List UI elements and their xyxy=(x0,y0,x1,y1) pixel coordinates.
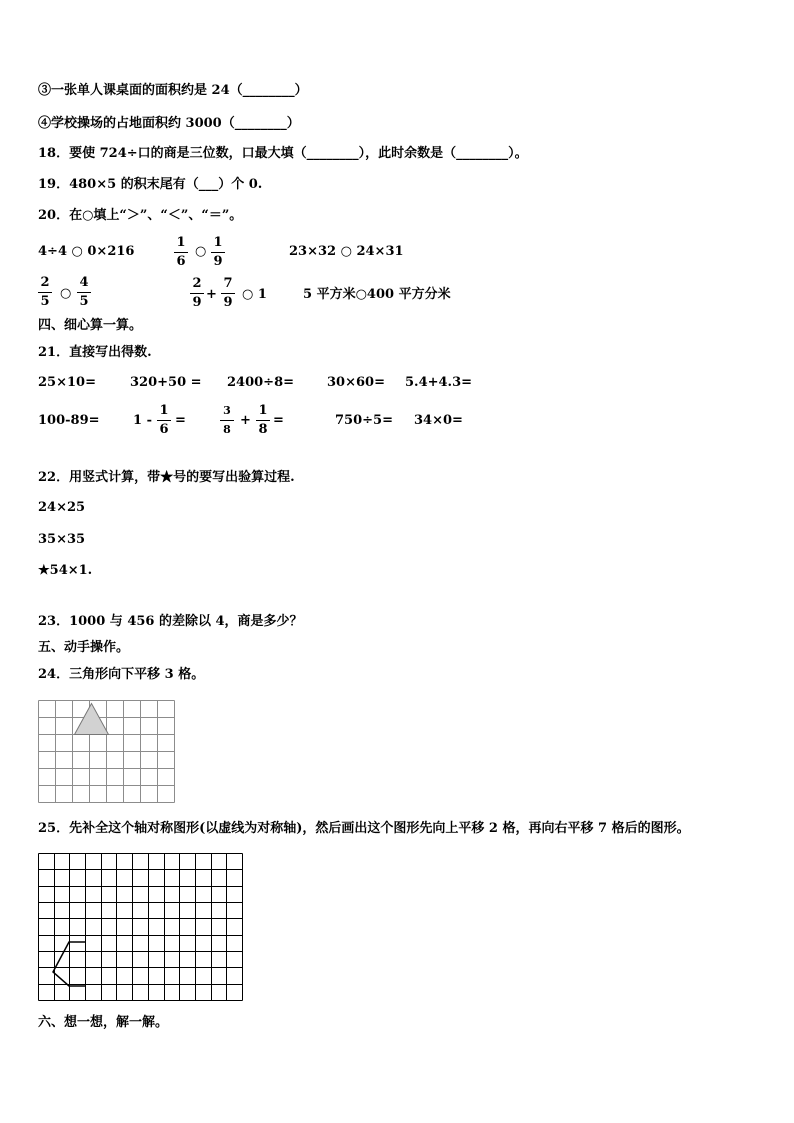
q21-calc-9: 750÷5= xyxy=(335,413,393,428)
q25-text: 25．先补全这个轴对称图形(以虚线为对称轴)，然后画出这个图形先向上平移 2 格，再向右平移 7 格后的图形。 xyxy=(38,821,690,836)
q21-calc-4: 30×60= xyxy=(327,375,385,390)
q21-calc-3: 2400÷8= xyxy=(227,375,295,390)
fraction-bar xyxy=(211,252,225,253)
fraction-bar xyxy=(256,420,270,421)
compare-circle: ○ xyxy=(195,244,207,259)
q24-text: 24．三角形向下平移 3 格。 xyxy=(38,667,205,682)
fraction-numerator: 4 xyxy=(79,275,89,290)
q18-text: 18．要使 724÷口的商是三位数，口最大填（________），此时余数是（________）。 xyxy=(38,146,528,161)
fraction-denominator: 5 xyxy=(79,294,89,309)
grid-lines xyxy=(39,854,243,1001)
q21-fraction-1-8 xyxy=(256,403,270,438)
grid-lines xyxy=(39,701,175,803)
q20-fraction-2-9 xyxy=(190,276,204,311)
q20-fraction-2-5 xyxy=(38,275,52,310)
fraction-numerator: 3 xyxy=(223,404,231,417)
triangle-shape xyxy=(75,704,109,735)
q20-expr3: 23×32 ○ 24×31 xyxy=(289,244,404,259)
fraction-bar xyxy=(157,420,171,421)
fraction-numerator: 1 xyxy=(258,403,268,418)
plus-sign: + xyxy=(240,413,251,428)
fraction-numerator: 2 xyxy=(40,275,50,290)
q21-calc-2: 320+50 = xyxy=(130,375,202,390)
equals-sign: = xyxy=(273,413,284,428)
fraction-denominator: 8 xyxy=(258,422,268,437)
q23-text: 23．1000 与 456 的差除以 4，商是多少？ xyxy=(38,614,303,629)
q21-calc-5: 5.4+4.3= xyxy=(405,375,473,390)
plus-sign: + xyxy=(206,287,217,302)
q21-calc-6: 100-89= xyxy=(38,413,100,428)
fraction-bar xyxy=(38,292,52,293)
q21-calc-10: 34×0= xyxy=(414,413,463,428)
q19-text: 19．480×5 的积末尾有（___）个 0. xyxy=(38,177,263,192)
q20-expr6: 5 平方米○400 平方分米 xyxy=(303,287,451,302)
fraction-denominator: 8 xyxy=(223,423,231,436)
section-5-heading: 五、动手操作。 xyxy=(38,640,130,655)
q25-grid xyxy=(38,853,244,1002)
q21-title: 21．直接写出得数. xyxy=(38,345,152,360)
equals-sign: = xyxy=(175,413,186,428)
section-4-heading: 四、细心算一算。 xyxy=(38,318,143,333)
q20-compare-1: ○ 1 xyxy=(242,287,267,302)
section-6-heading: 六、想一想，解一解。 xyxy=(38,1015,169,1030)
q21-calc-7-prefix: 1 - xyxy=(133,413,152,428)
fraction-bar xyxy=(221,293,235,294)
fraction-numerator: 1 xyxy=(213,235,223,250)
q20-expr1: 4÷4 ○ 0×216 xyxy=(38,244,135,259)
q24-grid xyxy=(38,700,176,804)
fraction-denominator: 9 xyxy=(213,254,223,269)
q21-calc-1: 25×10= xyxy=(38,375,96,390)
fraction-bar xyxy=(220,420,234,421)
fraction-denominator: 9 xyxy=(192,295,202,310)
q17-item4: ④学校操场的占地面积约 3000（________） xyxy=(38,116,300,131)
q22-calc-c: ★54×1. xyxy=(38,563,93,578)
q21-fraction-1-6 xyxy=(157,403,171,438)
fraction-denominator: 9 xyxy=(223,295,233,310)
fraction-denominator: 6 xyxy=(176,254,186,269)
compare-circle: ○ xyxy=(60,286,72,301)
fraction-bar xyxy=(174,252,188,253)
q22-calc-b: 35×35 xyxy=(38,532,86,547)
q20-fraction-7-9 xyxy=(221,276,235,311)
fraction-numerator: 2 xyxy=(192,276,202,291)
q20-fraction-1-6 xyxy=(174,235,188,270)
q20-title: 20．在○填上“＞”、“＜”、“＝”。 xyxy=(38,208,243,223)
q17-item3: ③一张单人课桌面的面积约是 24（________） xyxy=(38,83,308,98)
q21-fraction-3-8 xyxy=(220,403,234,438)
q22-title: 22．用竖式计算，带★号的要写出验算过程. xyxy=(38,470,295,485)
fraction-numerator: 7 xyxy=(223,276,233,291)
q20-fraction-1-9 xyxy=(211,235,225,270)
fraction-bar xyxy=(190,293,204,294)
fraction-bar xyxy=(77,292,91,293)
q20-fraction-4-5 xyxy=(77,275,91,310)
fraction-denominator: 5 xyxy=(40,294,50,309)
q22-calc-a: 24×25 xyxy=(38,500,86,515)
fraction-numerator: 1 xyxy=(159,403,169,418)
fraction-denominator: 6 xyxy=(159,422,169,437)
fraction-numerator: 1 xyxy=(176,235,186,250)
